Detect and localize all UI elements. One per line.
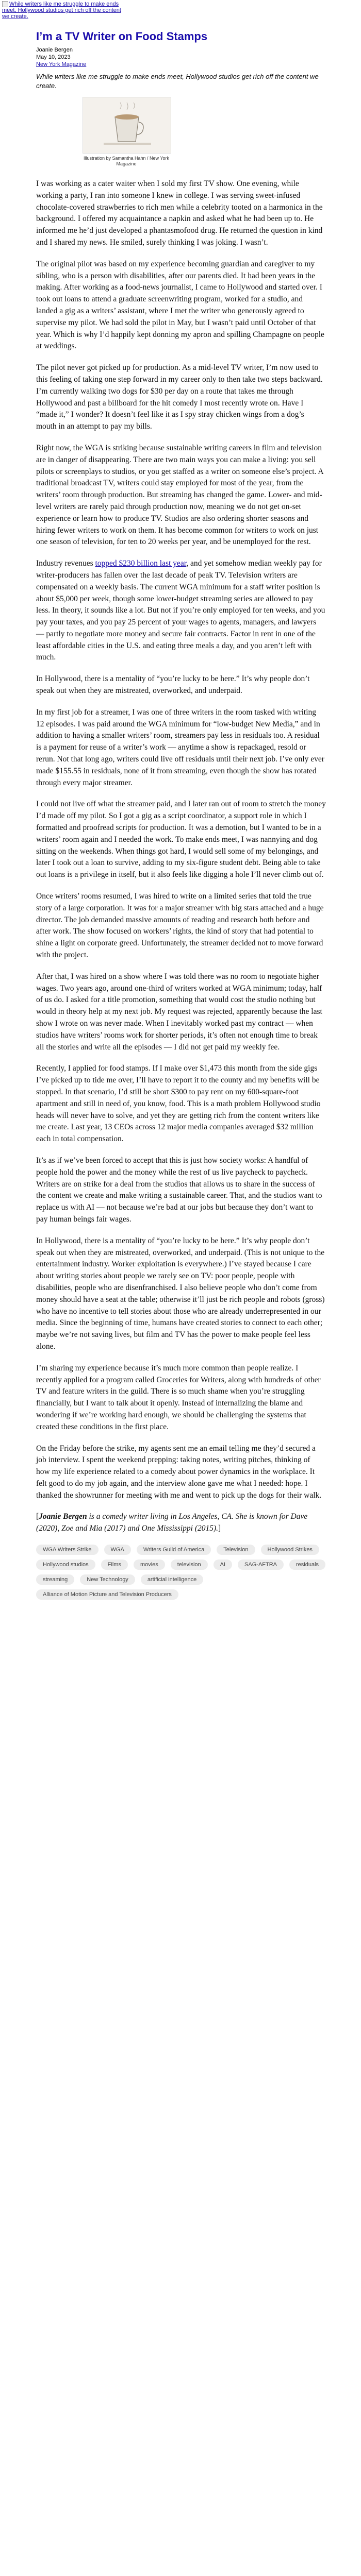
tag[interactable]: AI <box>214 1560 232 1570</box>
tag[interactable]: television <box>171 1560 208 1570</box>
paragraph: On the Friday before the strike, my agents sent me an email telling me they’d secured a job interview. I spent the weekend prepping: taking notes, writing pitches, thinking of how my life experience related to a comedy about power dynamics in the workplace. It felt good to do my job again, and the interview alone gave me what I needed: hope. I thanked the showrunner for meeting with me and went to pick up the dogs for their walk. <box>36 1444 322 1500</box>
paragraph: In Hollywood, there is a mentality of “you’re lucky to be here.” It’s why people don’t speak out when they are mistreated, overworked, and underpaid. <box>36 674 310 696</box>
paragraph: I’m sharing my experience because it’s much more common than people realize. I recently applied for a program called Groceries for Writers, along with hundreds of other TV and feature writers in the guild. There is so much shame when you’re struggling financially, but I want to talk about it openly. Instead of internalizing the blame and wondering if we’re working hard enough, we should be challenging the systems that created these conditions in the first place. <box>36 1363 321 1431</box>
author-name: Joanie Bergen <box>36 47 73 53</box>
paragraph: In my first job for a streamer, I was one of three writers in the room tasked with writing 12 episodes. I was paid around the WGA minimum for “low-budget New Media,” and in addition to having a smaller writers’ room, streamers pay less in residuals too. A residual is a payment for reuse of a writer’s work — anytime a show is repackaged, resold or rerun. Not that long ago, writers could live off residuals until their next job. I’ve only ever made $155.55 in residuals, none of it from streaming, even though the show has rotated through every major streamer. <box>36 707 324 787</box>
illustration-caption: Illustration by Samantha Hahn / New York Magazine <box>83 156 170 166</box>
tag[interactable]: WGA Writers Strike <box>36 1545 99 1555</box>
publish-date: May 10, 2023 <box>36 54 71 60</box>
paragraph: I could not live off what the streamer paid, and I later ran out of room to stretch the money I’d made off my pilot. So I got a gig as a script coordinator, a support role in which I formatted and proofread scripts for production. It was a demotion, but I wanted to be in a writers’ room again and I needed the work. To make ends meet, I was nannying and dog sitting on the weekends. When things got hard, I would sell some of my belongings, and later I took out a loan to survive, adding to my six-figure student debt. Being able to take out loans is a privilege in itself, but it also feels like digging a hole I’ll never climb out of. <box>36 800 326 879</box>
paragraph: Recently, I applied for food stamps. If I make over $1,473 this month from the side gigs I’ve picked up to tide me over, I’ll have to report it to the county and my benefits will be stopped. In that scenario, I’d still be short $300 to pay rent on my 600-square-foot apartment and still in need of, you know, food. This is a math problem Hollywood studio heads will never have to solve, and yet they are getting rich from the content writers like me create. Last year, 13 CEOs across 12 major media companies averaged $32 million each in total compensation. <box>36 1064 321 1144</box>
article-illustration <box>83 97 171 154</box>
bio-text: is a comedy writer living in Los Angeles, CA. She is known for Dave (2020), Zoe and Mia (2017) and One Mississippi (2015). <box>36 1512 308 1533</box>
tag[interactable]: Hollywood studios <box>36 1560 95 1570</box>
tag-list <box>36 1545 326 1600</box>
tag[interactable]: residuals <box>289 1560 325 1570</box>
tag[interactable]: Writers Guild of America <box>137 1545 211 1555</box>
email-preheader <box>0 0 126 23</box>
byline <box>36 46 326 68</box>
tag[interactable]: SAG-AFTRA <box>238 1560 284 1570</box>
tag[interactable]: movies <box>134 1560 165 1570</box>
paragraph: Right now, the WGA is striking because sustainable writing careers in film and television are in danger of disappearing. There are two main ways you can make a living: you sell pilots or screenplays to studios, or you get staffed as a writer on someone else’s project. A traditional broadcast TV, writers could stay employed for most of the year, from the writers’ room through production. But streaming has changed the game. Lower- and mid-level writers are rarely paid through production now, meaning we do not get on-set experience or learn how to produce TV. Studios are also ordering shorter seasons and hiring fewer writers to work on them. It has become common for writers to work on just one season of television, for ten to 20 weeks per year, and be unemployed for the rest. <box>36 443 323 547</box>
broken-image-icon <box>2 1 8 7</box>
paragraph: After that, I was hired on a show where I was told there was no room to negotiate higher wages. Two years ago, around one-third of writers worked at WGA minimum; today, half of us do. I asked for a title promotion, something that would cost the studio nothing but would in theory help at my next job. My request was rejected, apparently because the last show I wrote on was never made. When I inevitably worked past my contract — when studios have writers’ rooms work for shorter periods, it’s often not enough time to break all the stories and write all the episodes — I did not get paid my weekly fee. <box>36 972 322 1052</box>
article-title[interactable]: I’m a TV Writer on Food Stamps <box>36 30 208 43</box>
tag[interactable]: artificial intelligence <box>141 1574 203 1585</box>
preheader-link[interactable]: While writers like me struggle to make ends meet, Hollywood studios get rich off the content we create. <box>2 1 121 20</box>
article-dek: While writers like me struggle to make ends meet, Hollywood studios get rich off the content we create. <box>36 73 319 90</box>
paragraph: I was working as a cater waiter when I sold my first TV show. One evening, while working a party, I ran into someone I knew in college. I was serving sweet-infused chocolate-covered strawberries to rich men while a celebrity tooted on a harmonica in the background. I offered my acquaintance a napkin and asked what he had been up to. He informed me he’d just developed a phantasmofood drug. He returned the question in kind and I shared my news. He smiled, surely thinking I was joking. I wasn’t. <box>36 179 323 247</box>
tag[interactable]: Hollywood Strikes <box>261 1545 319 1555</box>
paragraph-with-revenue-link: Industry revenues topped $230 billion last year, and yet somehow median weekly pay for writer-producers has fallen over the last decade of peak TV. Television writers are compensated on a weekly basis. The current WGA minimum for a staff writer position is about $5,000 per week, though some lower-budget streaming series are allowed to pay less. In theory, it sounds like a lot. But not if you’re only employed for ten weeks, and you pay your taxes, and you pay 25 percent of your wages to agents, managers, and lawyers — partly to negotiate more money and secure fair contracts. Factor in rent in one of the least affordable cities in the U.S. and eating three meals a day, and you aren’t left with much. <box>36 559 325 662</box>
tag[interactable]: WGA <box>104 1545 131 1555</box>
revenue-link[interactable]: topped $230 billion last year <box>95 559 187 568</box>
tag[interactable]: Alliance of Motion Picture and Television Producers <box>36 1589 178 1600</box>
article <box>36 30 326 1600</box>
publication-link[interactable]: New York Magazine <box>36 61 87 67</box>
tag[interactable]: New Technology <box>80 1574 135 1585</box>
tag[interactable]: Films <box>101 1560 128 1570</box>
paragraph: It’s as if we’ve been forced to accept that this is just how society works: A handful of people hold the power and the money while the rest of us live paycheck to paycheck. Writers are on strike for a deal from the studios that allows us to share in the success of the content we create and make writing a sustainable career. That, and the studios want to replace us with AI — not because we’re bad at our jobs but because they don’t want to pay human beings fair wages. <box>36 1156 322 1224</box>
author-bio: [Joanie Bergen is a comedy writer living in Los Angeles, CA. She is known for Dave (2020), Zoe and Mia (2017) and One Mississippi (2015).] <box>36 1512 308 1533</box>
paragraph: The pilot never got picked up for production. As a mid-level TV writer, I’m now used to this feeling of taking one step forward in my career only to then take two steps backward. I’m currently walking two dogs for $30 per day on a route that takes me through Hollywood and past a billboard for the hit comedy I most recently wrote on. Have I “made it,” I wonder? It doesn’t feel like it as I spy stray chicken wings from a dog’s mouth in an attempt to pay my bills. <box>36 363 323 431</box>
tag[interactable]: streaming <box>36 1574 74 1585</box>
bio-name: Joanie Bergen <box>39 1512 87 1521</box>
article-body <box>36 178 326 1535</box>
paragraph: Once writers’ rooms resumed, I was hired to write on a limited series that told the true story of a large corporation. It was for a major streamer with big stars attached and a huge director. The job demanded massive amounts of reading and research both before and after work. The show focused on workers’ rights, the kind of story that had potential to shine a light on corporate greed. Unfortunately, the streamer decided not to move forward with the project. <box>36 892 324 960</box>
paragraph: The original pilot was based on my experience becoming guardian and caregiver to my sibling, who is a person with disabilities, after our parents died. It had been years in the making. After working as a food-news journalist, I came to Hollywood and started over. I took out loans to attend a graduate screenwriting program, worked for a studio, and landed a gig as a writers’ assistant, where I met the writer who generously agreed to supervise my pilot. We had sold the pilot in May, but I wasn’t paid until October of that year. Which is why I’d happily kept donning my apron and spilling Champagne on people at weddings. <box>36 259 324 351</box>
paragraph: In Hollywood, there is a mentality of “you’re lucky to be here.” It’s why people don’t speak out when they are mistreated, overworked, and underpaid. (This is not unique to the entertainment industry. Worker exploitation is everywhere.) I’ve stayed because I care about writing stories about people we rarely see on TV: poor people, people with disabilities, people who are disenfranchised. I also believe people who don’t come from money should have a seat at the table; otherwise it’ll just be rich people and robots (gross) who have no incentive to tell stories about those who are already underrepresented in our media. Since the beginning of time, humans have created stories to connect to each other; maybe we’re not saving lives, but film and TV has the power to make people feel less alone. <box>36 1236 325 1351</box>
paragraph-rest: , and yet somehow median weekly pay for writer-producers has fallen over the last decade of peak TV. Television writers are compensated on a weekly basis. The current WGA minimum for a staff writer position is about $5,000 per week, though some lower-budget streaming series are allowed to pay less. In theory, it sounds like a lot. But not if you’re only employed for ten weeks, and you pay your taxes, and you pay 25 percent of your wages to agents, managers, and lawyers — partly to negotiate more money and secure fair contracts. Factor in rent in one of the least affordable cities in the U.S. and eating three meals a day, and you aren’t left with much. <box>36 559 325 662</box>
tag[interactable]: Television <box>217 1545 255 1555</box>
